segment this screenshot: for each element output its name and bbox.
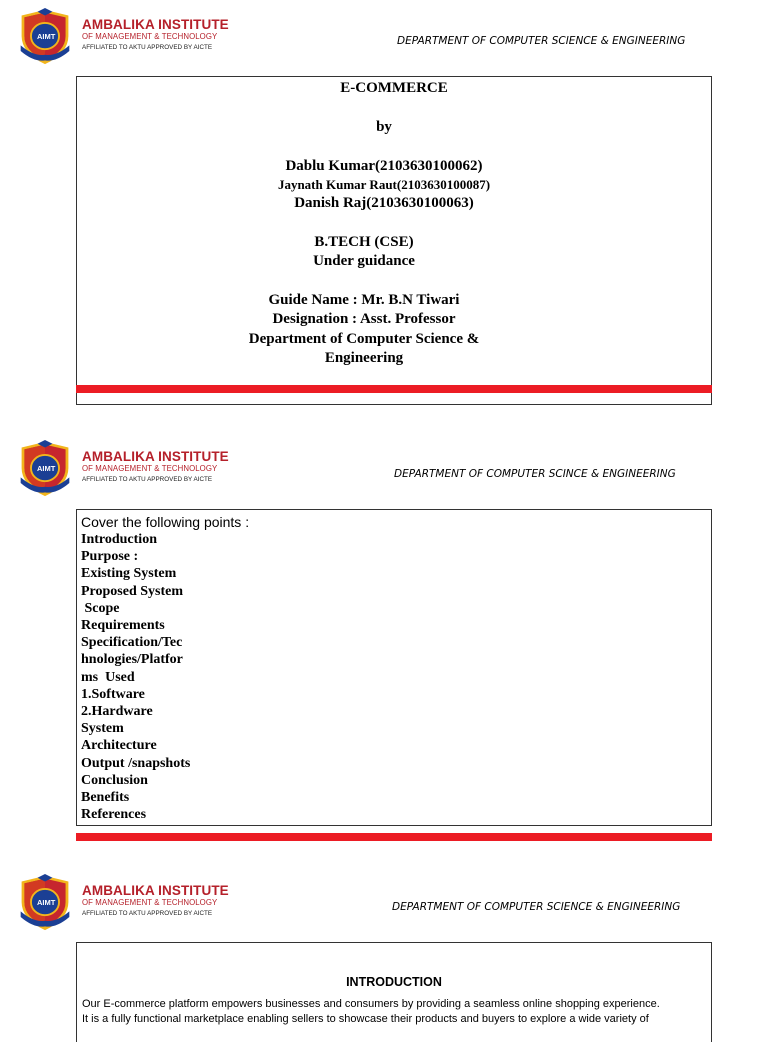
slide-contents (0, 432, 768, 852)
introduction-box (76, 942, 712, 1042)
author-2: Jaynath Kumar Raut(2103630100087) (277, 177, 491, 192)
institute-name: AMBALIKA INSTITUTE (82, 449, 229, 464)
list-item: Output /snapshots (81, 755, 191, 771)
institute-affiliation: AFFILIATED TO AKTU APPROVED BY AICTE (82, 44, 213, 51)
contents-intro: Cover the following points : (81, 514, 250, 530)
guide-department-line2: Engineering (324, 350, 404, 366)
slide-title (0, 0, 768, 420)
institute-logo (16, 874, 229, 936)
by-label: by (376, 119, 392, 135)
institute-subtitle: OF MANAGEMENT & TECHNOLOGY (82, 898, 218, 907)
institute-name: AMBALIKA INSTITUTE (82, 17, 229, 32)
title-box (76, 76, 712, 405)
list-item: Scope (81, 600, 120, 616)
author-1: Dablu Kumar(2103630100062) (285, 158, 483, 174)
guide-designation: Designation : Asst. Professor (272, 311, 456, 327)
list-item: Existing System (81, 566, 177, 582)
contents-list (81, 531, 711, 823)
slide-introduction (0, 866, 768, 1024)
list-item: Purpose : (81, 549, 139, 565)
institute-subtitle: OF MANAGEMENT & TECHNOLOGY (82, 464, 218, 473)
list-item: 1.Software (81, 686, 145, 702)
crest-text: AIMT (37, 32, 56, 41)
footer-red-bar (76, 833, 712, 841)
department-header: DEPARTMENT OF COMPUTER SCINCE & ENGINEERING (394, 468, 676, 480)
list-item: Requirements (81, 618, 165, 634)
institute-logo (16, 8, 229, 70)
course-label: B.TECH (CSE) (314, 234, 414, 250)
list-item: Introduction (81, 532, 157, 547)
department-header: DEPARTMENT OF COMPUTER SCIENCE & ENGINEERING (392, 901, 681, 913)
introduction-heading: INTRODUCTION (346, 975, 442, 989)
list-item: References (81, 807, 147, 823)
crest-text: AIMT (37, 898, 56, 907)
list-item: Specification/Tec (81, 635, 183, 651)
institute-affiliation: AFFILIATED TO AKTU APPROVED BY AICTE (82, 910, 213, 917)
list-item: Proposed System (81, 583, 184, 599)
institute-subtitle: OF MANAGEMENT & TECHNOLOGY (82, 32, 218, 41)
list-item: hnologies/Platfor (81, 652, 183, 668)
list-item: Conclusion (81, 772, 148, 788)
institute-name: AMBALIKA INSTITUTE (82, 883, 229, 898)
guide-department-line1: Department of Computer Science & (248, 331, 480, 347)
list-item: Benefits (81, 790, 130, 806)
institute-affiliation: AFFILIATED TO AKTU APPROVED BY AICTE (82, 476, 213, 483)
contents-box (76, 509, 712, 826)
introduction-paragraph (82, 997, 697, 1027)
project-title: E-COMMERCE (340, 80, 448, 96)
footer-red-bar (76, 385, 712, 393)
list-item: System (81, 721, 124, 737)
department-header: DEPARTMENT OF COMPUTER SCIENCE & ENGINEERING (397, 35, 686, 47)
introduction-line: It is a fully functional marketplace enabling sellers to showcase their products and buyers to explore a wide variety of (82, 1013, 649, 1025)
crest-text: AIMT (37, 464, 56, 473)
under-guidance-label: Under guidance (313, 253, 415, 269)
guide-name: Guide Name : Mr. B.N Tiwari (268, 292, 460, 308)
introduction-line: Our E-commerce platform empowers businesses and consumers by providing a seamless online shopping experience. (82, 998, 660, 1010)
list-item: Architecture (81, 738, 157, 754)
list-item: ms Used (81, 669, 135, 685)
author-3: Danish Raj(2103630100063) (294, 195, 474, 211)
list-item: 2.Hardware (81, 704, 153, 720)
institute-logo (16, 440, 229, 502)
